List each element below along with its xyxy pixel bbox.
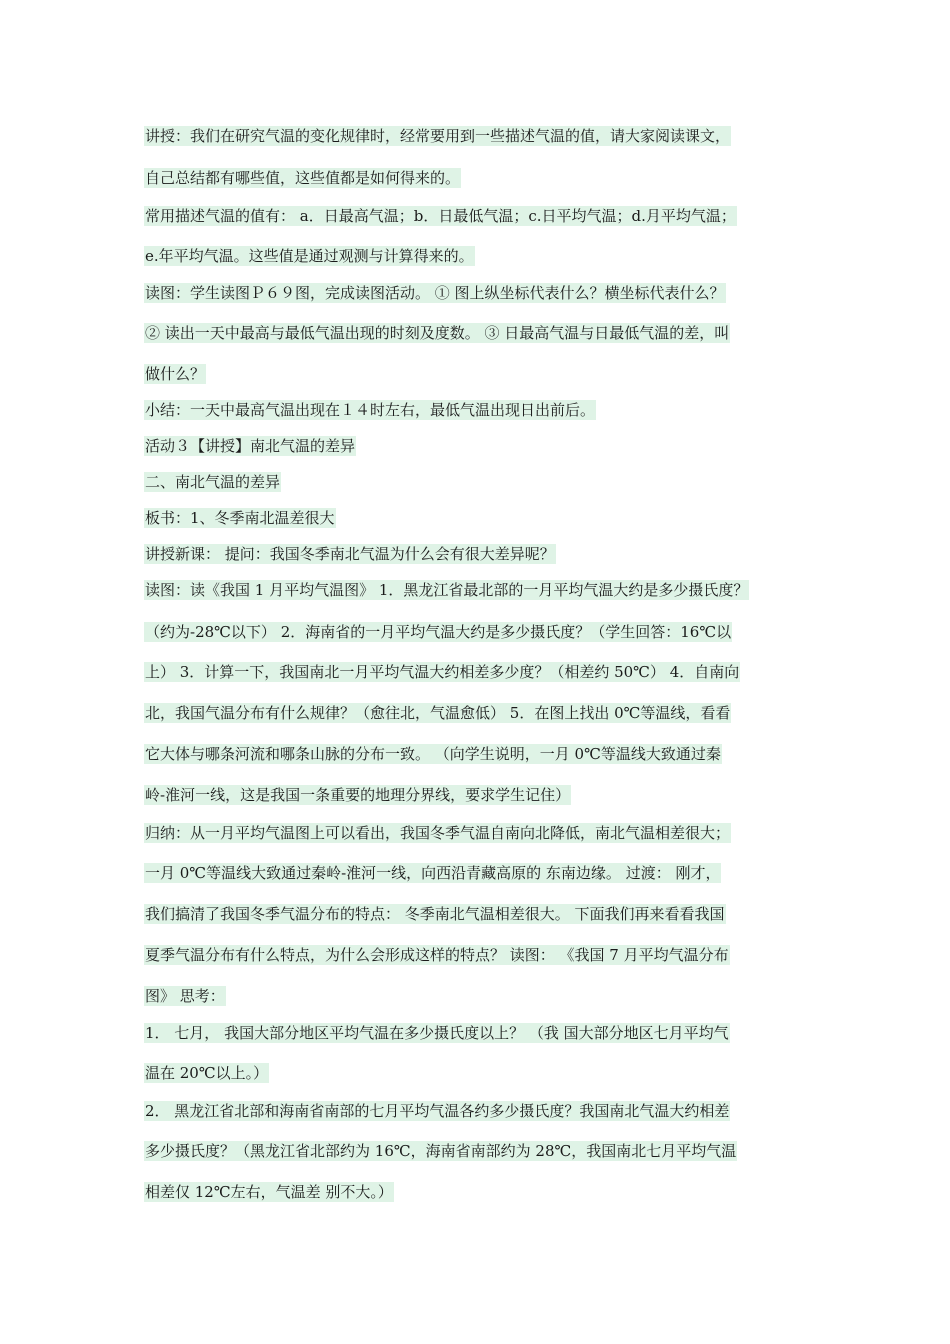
text-line: 北，我国气温分布有什么规律？（愈往北，气温愈低） 5．在图上找出 0℃等温线，看看 xyxy=(145,704,731,722)
text-line: 常用描述气温的值有： a．日最高气温；b．日最低气温；c.日平均气温；d.月平均气温； xyxy=(145,207,736,225)
text-line: 读图：学生读图Ｐ６９图，完成读图活动。 ① 图上纵坐标代表什么？横坐标代表什么？ xyxy=(145,284,725,302)
text-line: 我们搞清了我国冬季气温分布的特点： 冬季南北气温相差很大。 下面我们再来看看我国 xyxy=(145,905,725,923)
text-line: e.年平均气温。这些值是通过观测与计算得来的。 xyxy=(145,247,474,265)
text-line: 它大体与哪条河流和哪条山脉的分布一致。 （向学生说明，一月 0℃等温线大致通过秦 xyxy=(145,745,721,763)
section-heading: 二、南北气温的差异 xyxy=(145,473,281,491)
text-line: 岭-淮河一线，这是我国一条重要的地理分界线，要求学生记住） xyxy=(145,786,571,804)
text-line: 夏季气温分布有什么特点，为什么会形成这样的特点？ 读图： 《我国 7 月平均气温分布 xyxy=(145,946,729,964)
text-line: 温在 20℃以上。） xyxy=(145,1064,269,1082)
text-line: 小结：一天中最高气温出现在１４时左右，最低气温出现日出前后。 xyxy=(145,401,596,419)
text-line: 一月 0℃等温线大致通过秦岭-淮河一线，向西沿青藏高原的 东南边缘。 过渡： 刚才， xyxy=(145,864,721,882)
text-line: 1． 七月， 我国大部分地区平均气温在多少摄氏度以上？ （我 国大部分地区七月平均气 xyxy=(145,1024,729,1042)
text-line: 图》 思考： xyxy=(145,987,225,1005)
text-line: 读图：读《我国 1 月平均气温图》 1．黑龙江省最北部的一月平均气温大约是多少摄氏度？ xyxy=(145,581,749,599)
text-line: 讲授新课： 提问：我国冬季南北气温为什么会有很大差异呢？ xyxy=(145,545,555,563)
text-line: 讲授：我们在研究气温的变化规律时，经常要用到一些描述气温的值，请大家阅读课文， xyxy=(145,127,731,145)
text-line: 相差仅 12℃左右，气温差 别不大。） xyxy=(145,1183,393,1201)
section-heading: 活动３【讲授】南北气温的差异 xyxy=(145,437,356,455)
text-line: 板书：1、冬季南北温差很大 xyxy=(145,509,335,527)
text-line: 自己总结都有哪些值，这些值都是如何得来的。 xyxy=(145,169,461,187)
text-line: ② 读出一天中最高与最低气温出现的时刻及度数。 ③ 日最高气温与日最低气温的差，叫 xyxy=(145,324,730,342)
text-line: 2． 黑龙江省北部和海南省南部的七月平均气温各约多少摄氏度？我国南北气温大约相差 xyxy=(145,1102,730,1120)
text-line: 上） 3．计算一下，我国南北一月平均气温大约相差多少度？（相差约 50℃） 4．自南向 xyxy=(145,663,740,681)
text-line: 做什么？ xyxy=(145,365,206,383)
text-line: （约为-28℃以下） 2．海南省的一月平均气温大约是多少摄氏度？（学生回答：16℃以 xyxy=(145,623,732,641)
text-line: 多少摄氏度？（黑龙江省北部约为 16℃，海南省南部约为 28℃，我国南北七月平均气温 xyxy=(145,1142,737,1160)
text-line: 归纳：从一月平均气温图上可以看出，我国冬季气温自南向北降低，南北气温相差很大； xyxy=(145,824,731,842)
